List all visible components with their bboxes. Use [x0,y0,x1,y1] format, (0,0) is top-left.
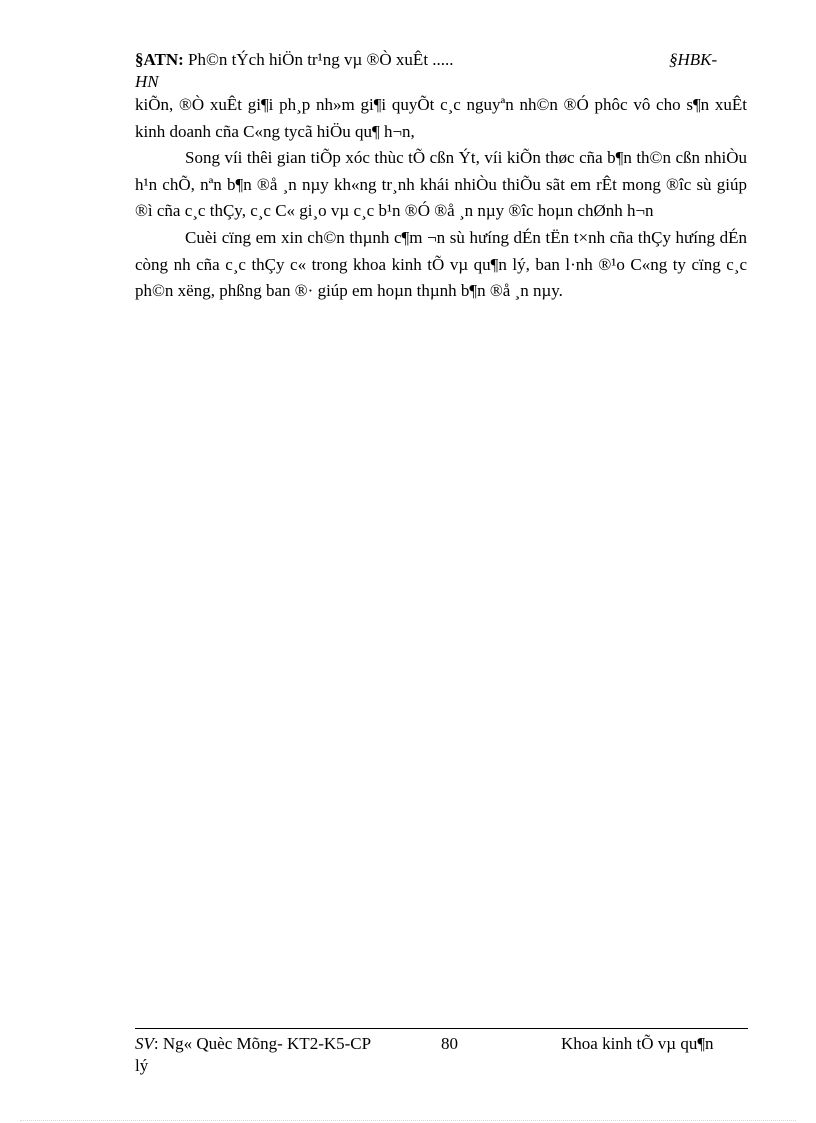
footer-student [135,1034,371,1053]
header-subject: Ph©n tÝch hiÖn tr¹ng vµ ®Ò xuÊt ..... [183,50,454,69]
footer-student-prefix: SV [135,1034,154,1053]
document-body [135,92,747,305]
paragraph: Cuèi cïng em xin ch©n thµnh c¶m ¬n sù hưíng dÉn tËn t×nh cña thÇy hưíng dÉn còng nh cña c¸c thÇy c« trong khoa kinh tÕ vµ qu¶n lý, ban l·nh ®¹o C«ng ty cïng c¸c ph©n xëng, phßng ban ®· giúp em hoµn thµnh b¶n ®å ¸n nµy. [135,227,747,301]
header-institution-continued: HN [135,72,159,91]
page-footer [135,1033,750,1077]
paragraph: kiÕn, ®Ò xuÊt gi¶i ph¸p nh»m gi¶i quyÕt c¸c nguyªn nh©n ®Ó phôc vô cho s¶n xuÊt kinh doanh cña C«ng tycã hiÖu qu¶ h¬n, [135,95,747,141]
footer-faculty: Khoa kinh tÕ vµ qu¶n [561,1034,714,1053]
footer-divider [135,1028,748,1029]
header-institution: §HBK- [669,50,718,69]
page-number: 80 [441,1034,458,1053]
paragraph: Song víi thêi gian tiÕp xóc thùc tÕ cßn Ýt, víi kiÕn thøc cña b¶n th©n cßn nhiÒu h¹n chÕ, nªn b¶n ®å ¸n nµy kh«ng tr¸nh khái nhiÒu thiÕu sãt em rÊt mong ®îc sù giúp ®ì cña c¸c thÇy, c¸c C« gi¸o vµ c¸c b¹n ®Ó ®å ¸n nµy ®îc hoµn chØnh h¬n [135,148,747,221]
page-header [135,49,750,93]
footer-student-info: : Ng« Quèc Mõng- KT2-K5-CP [153,1034,372,1053]
page-bottom-edge [20,1120,796,1121]
header-title [135,50,454,69]
footer-faculty-continued: lý [135,1056,149,1075]
header-label: §ATN: [135,50,184,69]
